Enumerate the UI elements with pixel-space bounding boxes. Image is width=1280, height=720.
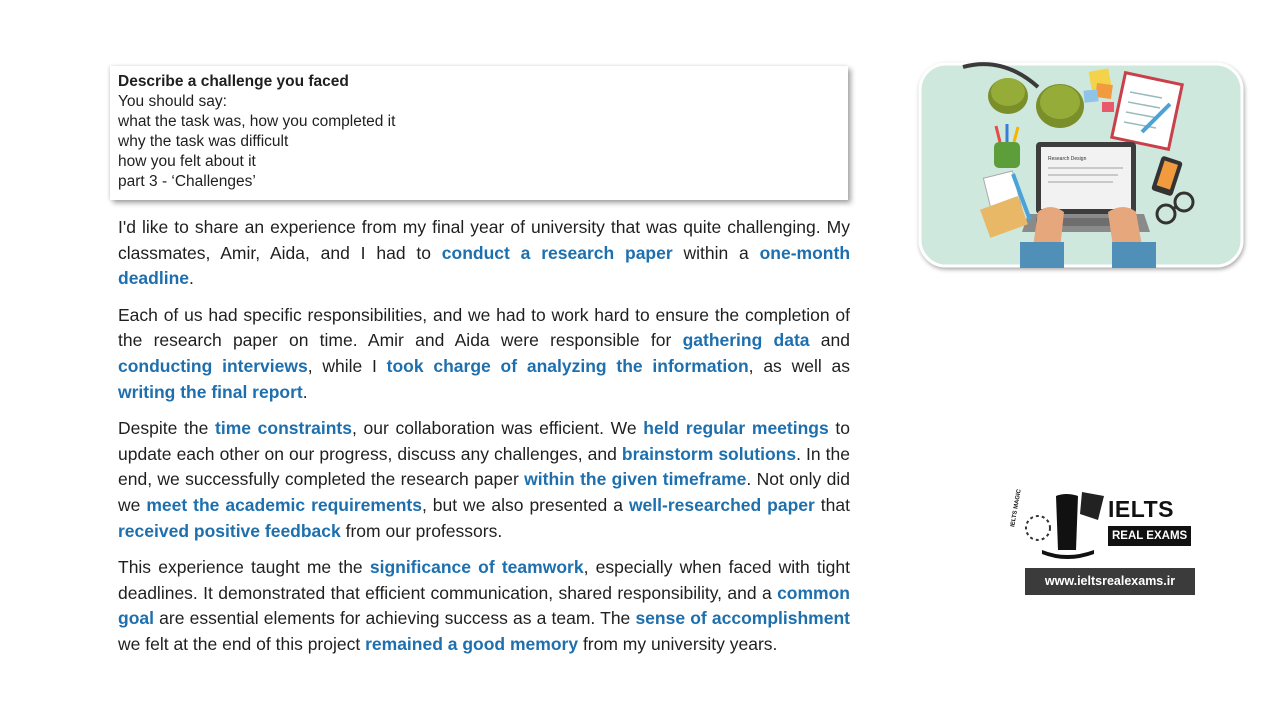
ielts-real-exams-logo [1010,488,1188,562]
highlight-phrase: meet the academic requirements [146,494,422,515]
text: to update each other on our progress, discuss any challenges, and [118,418,850,464]
highlight-phrase: well-researched paper [628,494,815,515]
text: . [302,381,308,402]
highlight-phrase: within the given timeframe [524,469,747,490]
paragraph-3 [118,416,850,544]
text: , as well as [748,355,851,376]
workspace-illustration [918,62,1244,268]
paragraph-1 [118,215,850,292]
website-label: www.ieltsrealexams.ir [1025,568,1195,595]
real-exams-badge: REAL EXAMS [1108,526,1191,546]
cue-card-line: part 3 - ‘Challenges’ [118,173,256,190]
highlight-phrase: received positive feedback [118,520,341,541]
magic-label: IELTS MAGIC [1010,488,1023,528]
text: I'd like to share an experience from my final year of university that was quite challenging. My classmates, Amir, Aida, and I had to [118,217,850,263]
text: Each of us had specific responsibilities, and we had to work hard to ensure the completion of the research paper on time. Amir and Aida were responsible for [118,304,850,351]
text: from my university years. [578,633,778,654]
text: , but we also presented a [421,494,629,515]
highlight-phrase: significance of teamwork [369,557,584,578]
text: are essential elements for achieving success as a team. The [153,608,636,629]
pencil-cup-icon [994,124,1020,168]
text: , our collaboration was efficient. We [351,418,644,439]
highlight-phrase: conduct a research paper [441,242,673,263]
highlight-phrase: common goal [118,582,850,629]
cue-card-title: Describe a challenge you faced [118,73,349,90]
cue-card [110,66,848,200]
notebook-icon [1112,73,1182,150]
highlight-phrase: time constraints [215,418,352,439]
text: . Not only did we [118,469,851,515]
laptop-screen-text: Research Design [1048,156,1087,162]
cue-card-line: how you felt about it [118,153,256,170]
highlight-phrase: sense of accomplishment [635,608,850,629]
text: . In the end, we successfully completed the research paper [118,443,850,490]
paragraph-2 [118,303,850,405]
highlight-phrase: gathering data [682,330,810,351]
highlight-phrase: conducting interviews [118,355,308,376]
highlight-phrase: brainstorm solutions [621,443,797,464]
highlight-phrase: took charge of analyzing the information [386,355,749,376]
cue-card-line: why the task was difficult [118,133,289,150]
text: This experience taught me the [118,557,370,578]
magic-hat-icon [1010,488,1106,562]
text: from our professors. [340,520,503,541]
text: , while I [307,355,387,376]
answer-text [118,215,850,669]
text: we felt at the end of this project [118,633,366,654]
highlight-phrase: one-month deadline [118,242,851,289]
paragraph-4 [118,555,850,657]
highlight-phrase: held regular meetings [643,418,829,439]
highlight-phrase: writing the final report [118,381,303,402]
ielts-label: IELTS [1108,496,1174,522]
highlight-phrase: remained a good memory [365,633,579,654]
text: that [814,494,850,515]
cue-card-line: what the task was, how you completed it [118,113,396,130]
text: . [189,268,194,289]
text: within a [672,242,760,263]
cue-card-line: You should say: [118,93,227,110]
text: Despite the [118,418,215,439]
text: , especially when faced with tight deadlines. It demonstrated that efficient communication, shared responsibility, and a [118,557,850,603]
text: and [809,330,851,351]
